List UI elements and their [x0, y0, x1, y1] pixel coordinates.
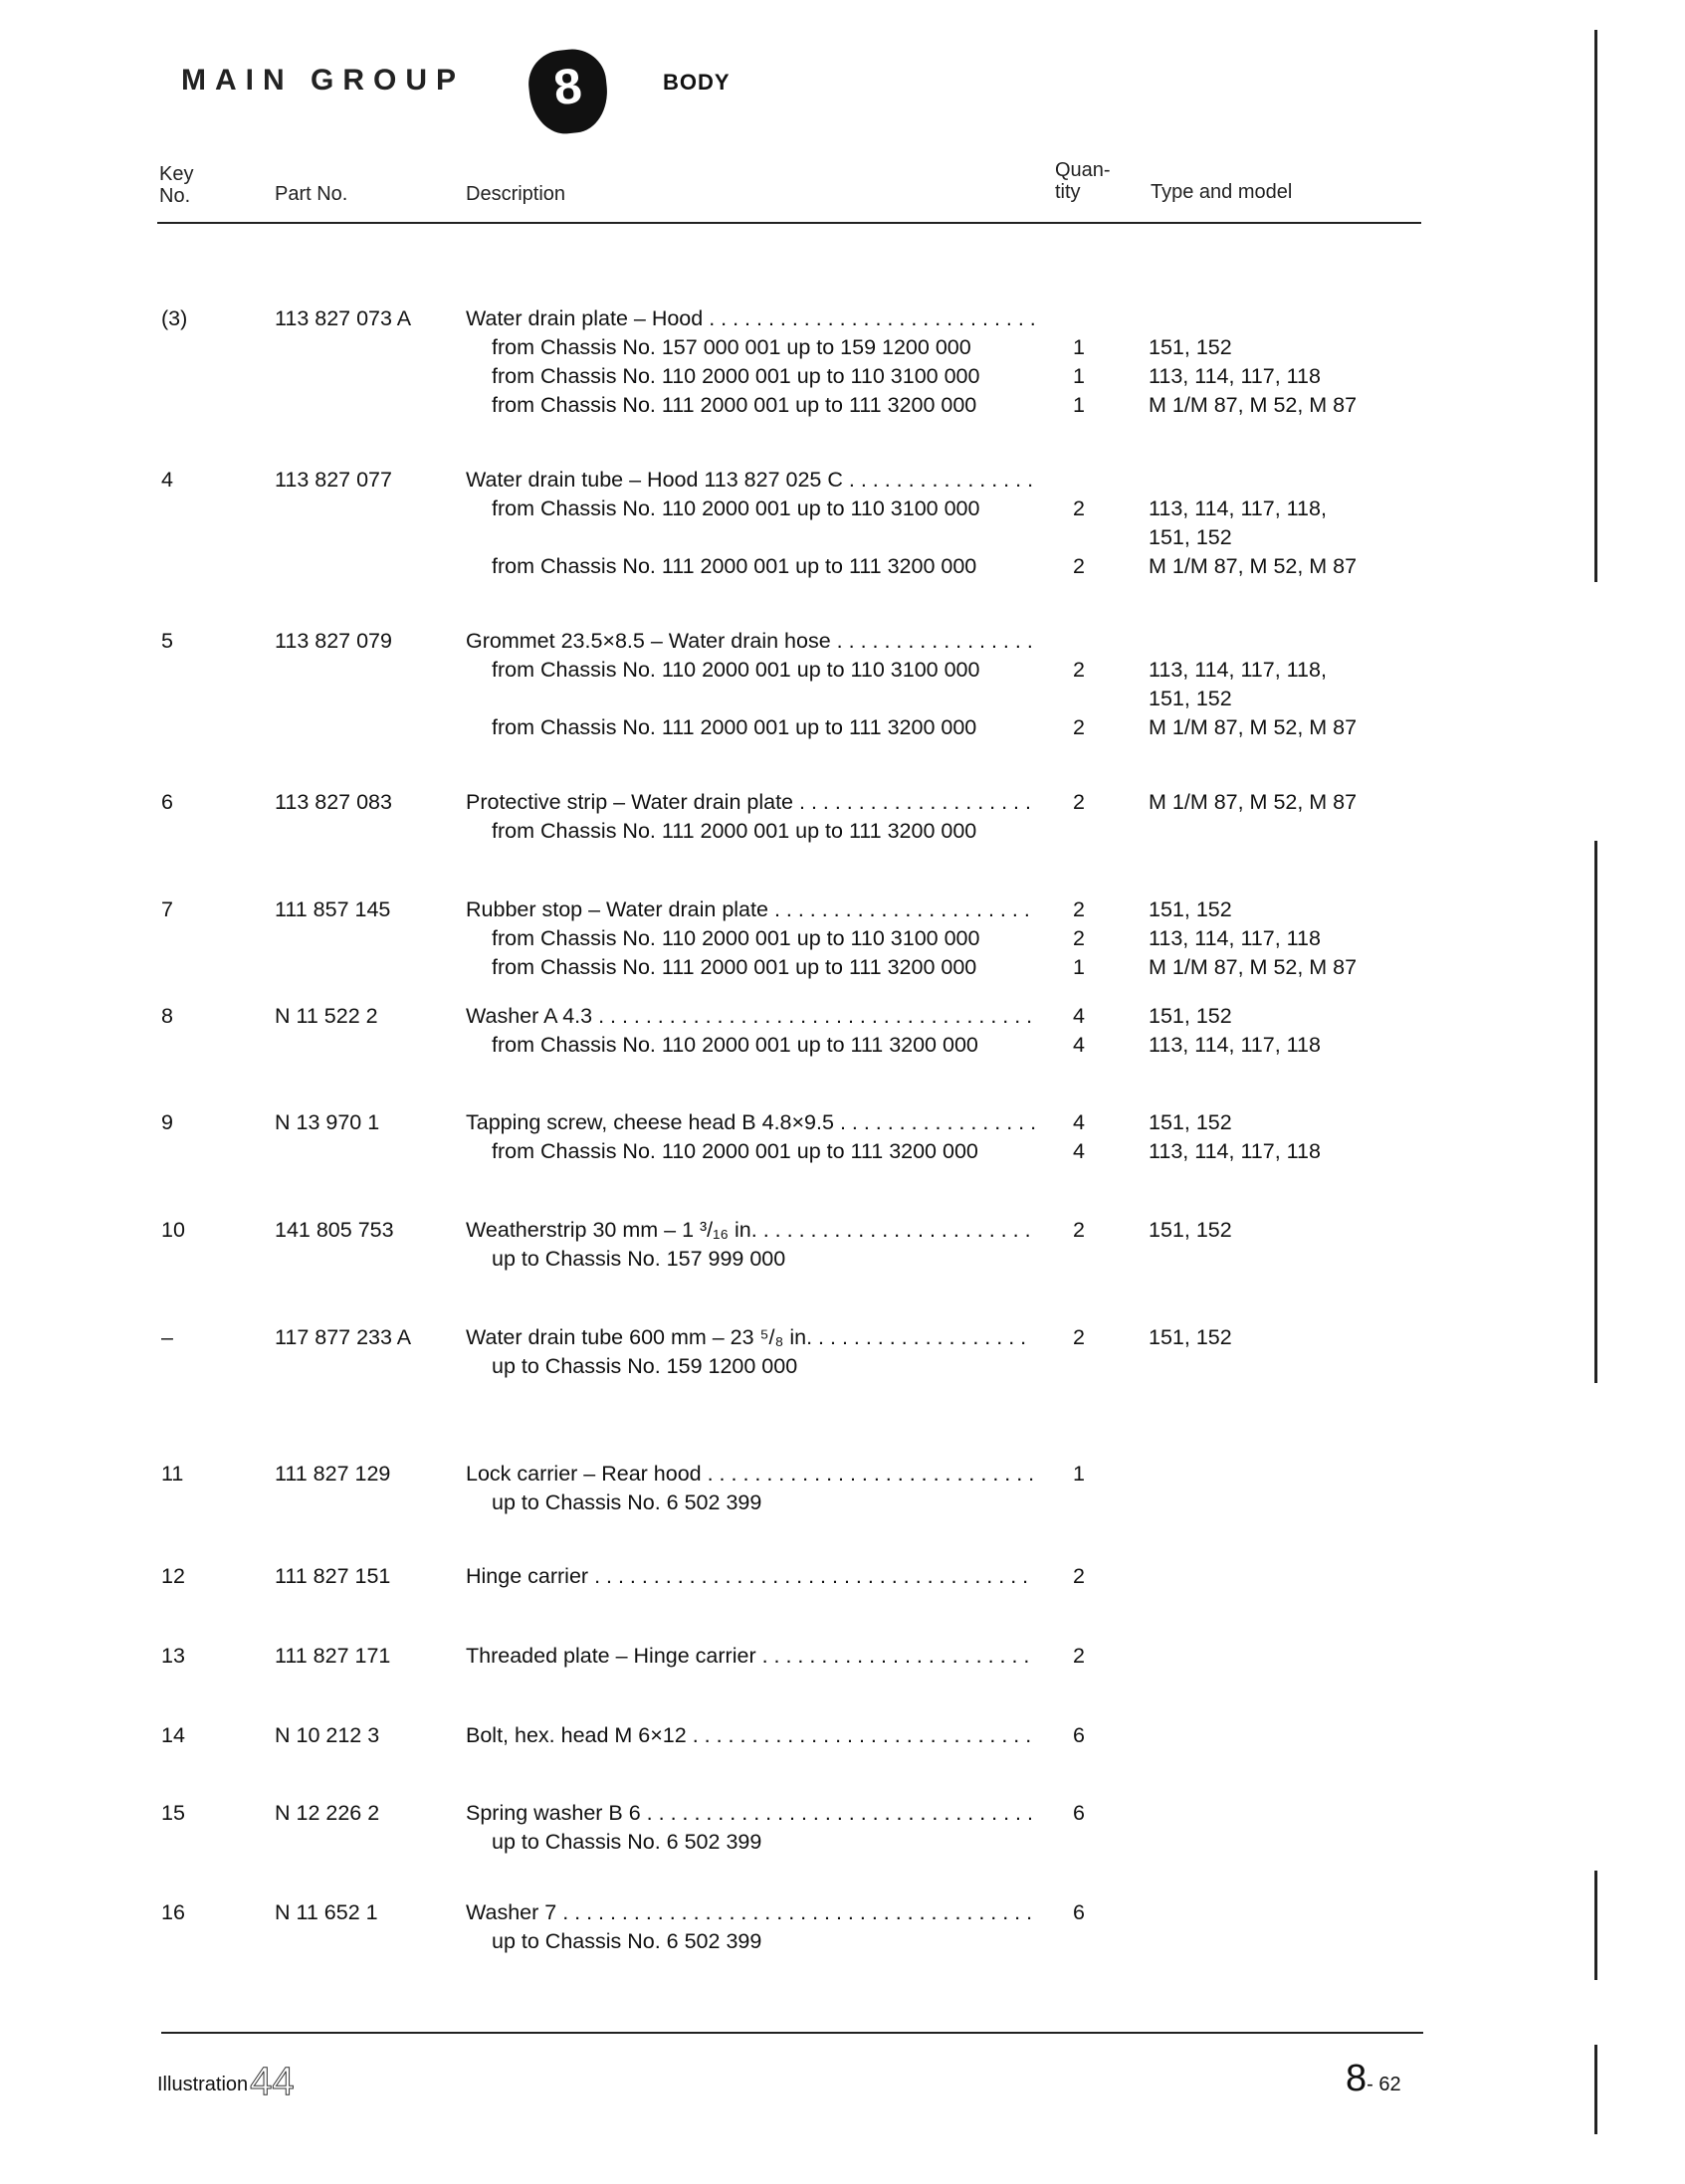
quantity	[1073, 627, 1085, 742]
illustration-label: Illustration	[157, 2074, 249, 2095]
type-model-value: 113, 114, 117, 118	[1149, 1033, 1321, 1057]
quantity	[1073, 466, 1085, 581]
quantity	[1073, 1002, 1085, 1060]
column-headers	[157, 159, 1421, 221]
quantity	[1073, 1323, 1085, 1352]
description-detail: from Chassis No. 111 2000 001 up to 111 3200 000	[492, 554, 977, 578]
description-text: Weatherstrip 30 mm – 1 ³/₁₆ in.	[466, 1218, 757, 1242]
description-main	[466, 466, 1043, 495]
description-text: Threaded plate – Hinge carrier	[466, 1644, 756, 1668]
quantity-value: 2	[1073, 790, 1085, 814]
type-model-value: 113, 114, 117, 118,	[1149, 658, 1327, 682]
part-no: 113 827 077	[275, 468, 392, 492]
description-main	[466, 1799, 1043, 1828]
quantity-value: 4	[1073, 1110, 1085, 1134]
quantity	[1073, 1799, 1085, 1828]
group-number-badge	[526, 46, 611, 137]
description	[466, 1460, 1043, 1517]
leader-dots: . . . . . . . . . . . . . . . . . . . . . . . . . . . . . . . . .	[646, 1801, 1033, 1825]
description-detail: from Chassis No. 110 2000 001 up to 110 3100 000	[492, 658, 980, 682]
quantity-value: 2	[1073, 1564, 1085, 1588]
margin-mark	[1594, 841, 1597, 1383]
quantity-value: 2	[1073, 1644, 1085, 1668]
type-model-value	[1149, 304, 1357, 333]
description	[466, 788, 1043, 846]
key-no: 13	[161, 1644, 185, 1668]
quantity	[1073, 1642, 1085, 1671]
description-detail: from Chassis No. 111 2000 001 up to 111 3200 000	[492, 393, 977, 417]
col-part-no: Part No.	[275, 183, 348, 205]
part-no: 111 857 145	[275, 897, 391, 921]
type-model-value	[1149, 627, 1357, 656]
description-text: Water drain tube 600 mm – 23 ⁵/₈ in.	[466, 1325, 813, 1349]
quantity	[1073, 1108, 1085, 1166]
leader-dots: . . . . . . . . . . . . . . . . .	[839, 1110, 1037, 1134]
description-detail: from Chassis No. 110 2000 001 up to 110 3100 000	[492, 926, 980, 950]
type-model-value: 151, 152	[1149, 525, 1232, 549]
quantity-value: 6	[1073, 1723, 1085, 1747]
type-model	[1149, 1323, 1232, 1352]
description-text: Tapping screw, cheese head B 4.8×9.5	[466, 1110, 834, 1134]
quantity	[1073, 1562, 1085, 1591]
key-no: 6	[161, 790, 173, 814]
description-text: Water drain tube – Hood 113 827 025 C	[466, 468, 843, 492]
type-model-value: 113, 114, 117, 118	[1149, 926, 1321, 950]
type-model-value: M 1/M 87, M 52, M 87	[1149, 393, 1358, 417]
quantity-value: 2	[1073, 1218, 1085, 1242]
type-model	[1149, 1216, 1232, 1245]
quantity-value: 2	[1073, 1325, 1085, 1349]
leader-dots: . . . . . . . . . . . . . . . . . . . . . . . . . . . . . . . . . . . . .	[594, 1564, 1029, 1588]
description-detail: up to Chassis No. 6 502 399	[492, 1929, 762, 1953]
quantity-value	[1073, 466, 1085, 495]
quantity	[1073, 1721, 1085, 1750]
description	[466, 627, 1043, 742]
quantity-value: 2	[1073, 926, 1085, 950]
description-text: Washer 7	[466, 1900, 557, 1924]
description	[466, 1799, 1043, 1857]
part-no: N 10 212 3	[275, 1723, 380, 1747]
page-number-main: 8	[1346, 2058, 1368, 2099]
quantity-value: 2	[1073, 554, 1085, 578]
quantity-value: 1	[1073, 955, 1085, 979]
quantity-value: 6	[1073, 1900, 1085, 1924]
key-no: 15	[161, 1801, 185, 1825]
description-detail: from Chassis No. 110 2000 001 up to 110 3100 000	[492, 364, 980, 388]
type-model-value: 151, 152	[1149, 1218, 1232, 1242]
quantity	[1073, 304, 1085, 420]
part-no: 113 827 083	[275, 790, 392, 814]
description-detail: from Chassis No. 111 2000 001 up to 111 3200 000	[492, 955, 977, 979]
description-text: Bolt, hex. head M 6×12	[466, 1723, 687, 1747]
description-detail	[466, 523, 1043, 552]
leader-dots: . . . . . . . . . . . . . . . . . . . . . . . . . . . . .	[692, 1723, 1032, 1747]
description	[466, 1108, 1043, 1166]
footer-rule	[161, 2032, 1423, 2034]
quantity-value: 4	[1073, 1004, 1085, 1028]
description-main	[466, 1642, 1043, 1671]
key-no: 16	[161, 1900, 185, 1924]
type-model-value: 151, 152	[1149, 335, 1232, 359]
type-model	[1149, 304, 1357, 420]
part-no: N 12 226 2	[275, 1801, 380, 1825]
leader-dots: . . . . . . . . . . . . . . . . . . . . . . .	[761, 1644, 1030, 1668]
description	[466, 1002, 1043, 1060]
description-text: Spring washer B 6	[466, 1801, 641, 1825]
margin-mark	[1594, 30, 1597, 582]
margin-mark	[1594, 1871, 1597, 1980]
illustration-number: 44	[250, 2060, 295, 2103]
description-detail: from Chassis No. 110 2000 001 up to 110 3100 000	[492, 496, 980, 520]
type-model-value: 151, 152	[1149, 1004, 1232, 1028]
type-model	[1149, 788, 1357, 817]
type-model	[1149, 627, 1357, 742]
description-main	[466, 1108, 1043, 1137]
quantity	[1073, 1460, 1085, 1489]
description-main	[466, 1216, 1043, 1245]
leader-dots: . . . . . . . . . . . . . . . . . .	[818, 1325, 1027, 1349]
type-model-value: M 1/M 87, M 52, M 87	[1149, 715, 1358, 739]
type-model-value: M 1/M 87, M 52, M 87	[1149, 554, 1358, 578]
description-main	[466, 1562, 1043, 1591]
quantity-value: 1	[1073, 1462, 1085, 1486]
quantity	[1073, 1898, 1085, 1927]
illustration-ref	[157, 2060, 295, 2104]
leader-dots: . . . . . . . . . . . . . . . . . . . .	[799, 790, 1031, 814]
description-text: Grommet 23.5×8.5 – Water drain hose	[466, 629, 831, 653]
leader-dots: . . . . . . . . . . . . . . . .	[848, 468, 1034, 492]
quantity-value: 1	[1073, 364, 1085, 388]
description-main	[466, 788, 1043, 817]
key-no: 8	[161, 1004, 173, 1028]
description-detail: up to Chassis No. 159 1200 000	[492, 1354, 798, 1378]
description-main	[466, 1002, 1043, 1031]
quantity-value: 1	[1073, 393, 1085, 417]
col-description: Description	[466, 183, 566, 205]
leader-dots: . . . . . . . . . . . . . . . . .	[836, 629, 1033, 653]
quantity-value: 4	[1073, 1033, 1085, 1057]
type-model	[1149, 1002, 1321, 1060]
description-text: Protective strip – Water drain plate	[466, 790, 794, 814]
main-group-label: MAIN GROUP	[181, 64, 465, 97]
quantity-value: 2	[1073, 496, 1085, 520]
description-text: Washer A 4.3	[466, 1004, 593, 1028]
part-no: 113 827 079	[275, 629, 392, 653]
type-model-value: 113, 114, 117, 118	[1149, 1139, 1321, 1163]
description-text: Water drain plate – Hood	[466, 306, 704, 330]
section-title: BODY	[663, 70, 731, 95]
leader-dots: . . . . . . . . . . . . . . . . . . . . . . . . . . . .	[707, 1462, 1035, 1486]
type-model	[1149, 1108, 1321, 1166]
leader-dots: . . . . . . . . . . . . . . . . . . . . . . . . . . . .	[709, 306, 1036, 330]
part-no: 141 805 753	[275, 1218, 394, 1242]
description	[466, 895, 1043, 982]
type-model-value: 151, 152	[1149, 897, 1232, 921]
key-no: 10	[161, 1218, 185, 1242]
description-detail: up to Chassis No. 157 999 000	[492, 1247, 786, 1271]
description-detail: from Chassis No. 111 2000 001 up to 111 3200 000	[492, 715, 977, 739]
key-no: 12	[161, 1564, 185, 1588]
description-detail: from Chassis No. 157 000 001 up to 159 1200 000	[492, 335, 971, 359]
type-model	[1149, 895, 1357, 982]
quantity	[1073, 1216, 1085, 1245]
description-main	[466, 304, 1043, 333]
part-no: 117 877 233 A	[275, 1325, 412, 1349]
quantity-value: 2	[1073, 897, 1085, 921]
description-detail: from Chassis No. 110 2000 001 up to 111 3200 000	[492, 1033, 978, 1057]
key-no: 14	[161, 1723, 185, 1747]
description-detail: from Chassis No. 110 2000 001 up to 111 3200 000	[492, 1139, 978, 1163]
page-number-sub: - 62	[1367, 2074, 1401, 2095]
type-model-value: 151, 152	[1149, 1325, 1232, 1349]
quantity-value	[1073, 523, 1085, 552]
margin-mark	[1594, 2045, 1597, 2134]
key-no: (3)	[161, 306, 188, 330]
description-main	[466, 895, 1043, 924]
description	[466, 1562, 1043, 1591]
description-main	[466, 1898, 1043, 1927]
description-text: Hinge carrier	[466, 1564, 589, 1588]
part-no: 111 827 129	[275, 1462, 391, 1486]
header-rule	[157, 222, 1421, 224]
quantity	[1073, 895, 1085, 982]
type-model	[1149, 466, 1357, 581]
description-text: Rubber stop – Water drain plate	[466, 897, 768, 921]
description-detail	[466, 685, 1043, 713]
quantity-value	[1073, 627, 1085, 656]
leader-dots: . . . . . . . . . . . . . . . . . . . . . . . . . . . . . . . . . . . . . . . .	[562, 1900, 1033, 1924]
description	[466, 1721, 1043, 1750]
type-model-value: 113, 114, 117, 118	[1149, 364, 1321, 388]
col-key-no: Key No.	[159, 163, 194, 207]
part-no: 113 827 073 A	[275, 306, 412, 330]
type-model-value: M 1/M 87, M 52, M 87	[1149, 790, 1358, 814]
quantity-value: 2	[1073, 715, 1085, 739]
quantity-value: 1	[1073, 335, 1085, 359]
part-no: 111 827 171	[275, 1644, 391, 1668]
part-no: 111 827 151	[275, 1564, 391, 1588]
description-detail: up to Chassis No. 6 502 399	[492, 1490, 762, 1514]
quantity-value: 2	[1073, 658, 1085, 682]
type-model-value	[1149, 466, 1357, 495]
description-detail: from Chassis No. 111 2000 001 up to 111 3200 000	[492, 819, 977, 843]
description-main	[466, 627, 1043, 656]
leader-dots: . . . . . . . . . . . . . . . . . . . . . .	[773, 897, 1030, 921]
description	[466, 1642, 1043, 1671]
quantity-value	[1073, 685, 1085, 713]
description	[466, 1323, 1043, 1381]
description-main	[466, 1460, 1043, 1489]
description-main	[466, 1721, 1043, 1750]
type-model-value: 151, 152	[1149, 1110, 1232, 1134]
group-number: 8	[550, 57, 585, 116]
description	[466, 1216, 1043, 1274]
description-text: Lock carrier – Rear hood	[466, 1462, 702, 1486]
leader-dots: . . . . . . . . . . . . . . . . . . . . . . . . . . . . . . . . . . . . .	[598, 1004, 1033, 1028]
description-detail: up to Chassis No. 6 502 399	[492, 1830, 762, 1854]
part-no: N 11 652 1	[275, 1900, 378, 1924]
part-no: N 11 522 2	[275, 1004, 378, 1028]
description	[466, 304, 1043, 420]
description	[466, 466, 1043, 581]
type-model-value: 151, 152	[1149, 687, 1232, 710]
leader-dots: . . . . . . . . . . . . . . . . . . . . . . .	[762, 1218, 1031, 1242]
quantity-value: 6	[1073, 1801, 1085, 1825]
part-no: N 13 970 1	[275, 1110, 380, 1134]
quantity-value: 4	[1073, 1139, 1085, 1163]
key-no: 11	[161, 1462, 184, 1486]
key-no: 7	[161, 897, 173, 921]
type-model-value: 113, 114, 117, 118,	[1149, 496, 1327, 520]
quantity-value	[1073, 304, 1085, 333]
quantity	[1073, 788, 1085, 817]
col-quantity: Quan- tity	[1055, 159, 1111, 203]
description-main	[466, 1323, 1043, 1352]
key-no: 9	[161, 1110, 173, 1134]
key-no: 5	[161, 629, 173, 653]
description	[466, 1898, 1043, 1956]
type-model-value: M 1/M 87, M 52, M 87	[1149, 955, 1358, 979]
key-no: 4	[161, 468, 173, 492]
key-no: –	[161, 1325, 173, 1349]
col-type-model: Type and model	[1151, 181, 1293, 203]
page-number	[1346, 2058, 1401, 2100]
